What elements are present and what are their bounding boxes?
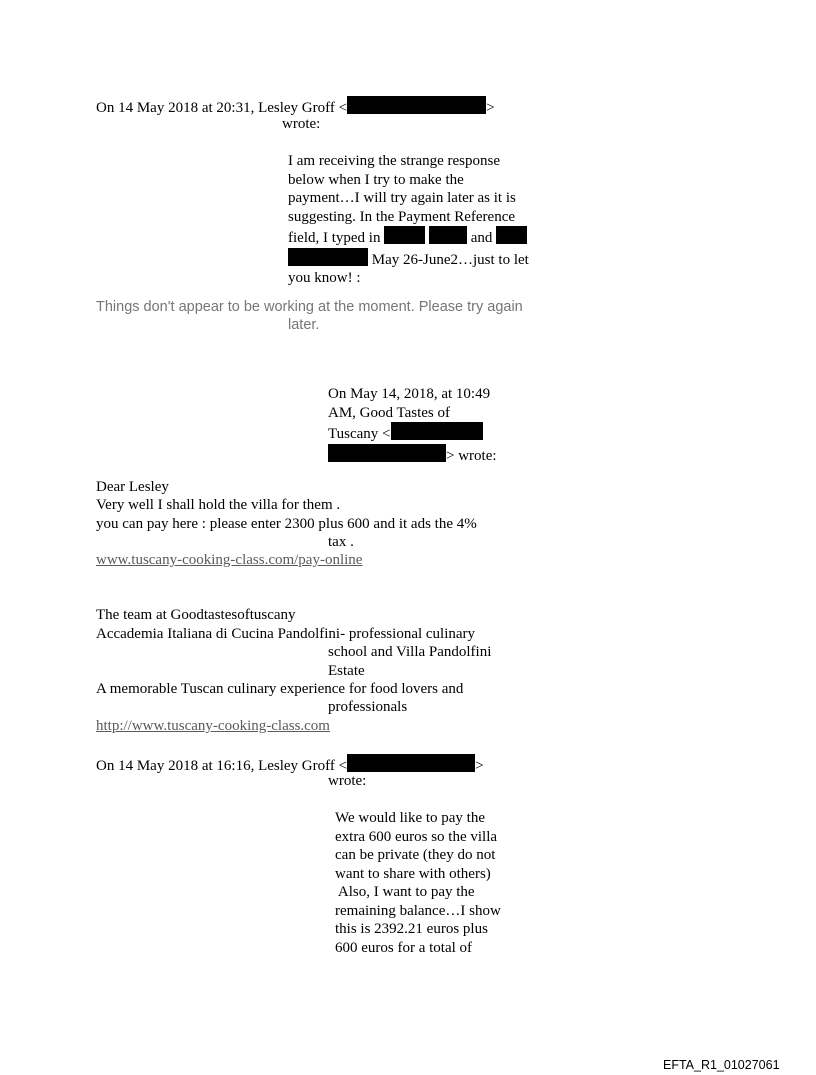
redaction-block [384,226,425,244]
redaction-block [328,444,446,462]
redaction-block [288,248,368,266]
error-notice-line1: Things don't appear to be working at the moment. Please try again [96,299,523,315]
redaction-block [347,754,475,772]
msg1-body-line: you know! : [288,270,361,286]
msg3-body-line: can be private (they do not [335,847,496,863]
msg1-body-line: below when I try to make the [288,171,464,188]
document-id: EFTA_R1_01027061 [663,1058,780,1072]
msg3-wrote: wrote: [328,773,367,789]
signature-school: Accademia Italiana di Cucina Pandolfini- professional culinary [96,626,476,642]
msg1-header: On 14 May 2018 at 20:31, Lesley Groff < > [96,96,495,118]
msg3-body-line: want to share with others) [335,865,491,882]
pay-online-link[interactable]: www.tuscany-cooking-class.com/pay-online [96,552,363,568]
msg2-line: Very well I shall hold the villa for them . [96,497,341,513]
msg3-body-line: this is 2392.21 euros plus [335,921,488,937]
msg1-sender: On 14 May 2018 at 20:31, Lesley Groff < [96,100,348,116]
msg1-body-line: I am receiving the strange response [288,153,500,169]
msg3-body-line: 600 euros for a total of [335,939,473,956]
msg3-header: On 14 May 2018 at 16:16, Lesley Groff < > [96,754,484,776]
msg2-greeting: Dear Lesley [96,479,169,495]
msg3-sender: On 14 May 2018 at 16:16, Lesley Groff < [96,758,348,774]
redaction-block [391,422,483,440]
signature-team: The team at Goodtastesoftuscany [96,607,296,623]
signature-school: school and Villa Pandolfini [328,644,492,660]
signature-school: Estate [328,663,365,679]
msg1-body-line: payment…I will try again later as it is [288,190,516,206]
redaction-block [496,226,527,244]
website-link[interactable]: http://www.tuscany-cooking-class.com [96,718,330,734]
signature-tagline: A memorable Tuscan culinary experience for food lovers and [96,681,464,697]
redaction-block [347,96,486,114]
msg1-wrote: wrote: [282,116,321,132]
msg1-body [288,152,529,288]
msg3-body-line: We would like to pay the [335,810,486,826]
error-notice-line2: later. [288,317,320,333]
msg1-body-line: May 26-June2…just to let [288,248,529,270]
msg1-body-line: field, I typed in and [288,226,529,248]
msg2-line: tax . [328,534,354,550]
msg3-body-line: remaining balance…I show [335,902,501,919]
msg3-body [335,809,501,957]
msg3-body-line: Also, I want to pay the [335,884,475,900]
msg2-line: you can pay here : please enter 2300 plus 600 and it ads the 4% [96,516,477,532]
msg2-header: On May 14, 2018, at 10:49 AM, Good Tastes of Tuscany < > wrote: [328,386,497,464]
signature-tagline: professionals [328,699,408,715]
msg1-body-line: suggesting. In the Payment Reference [288,208,516,225]
msg3-body-line: extra 600 euros so the villa [335,828,498,845]
redaction-block [429,226,467,244]
